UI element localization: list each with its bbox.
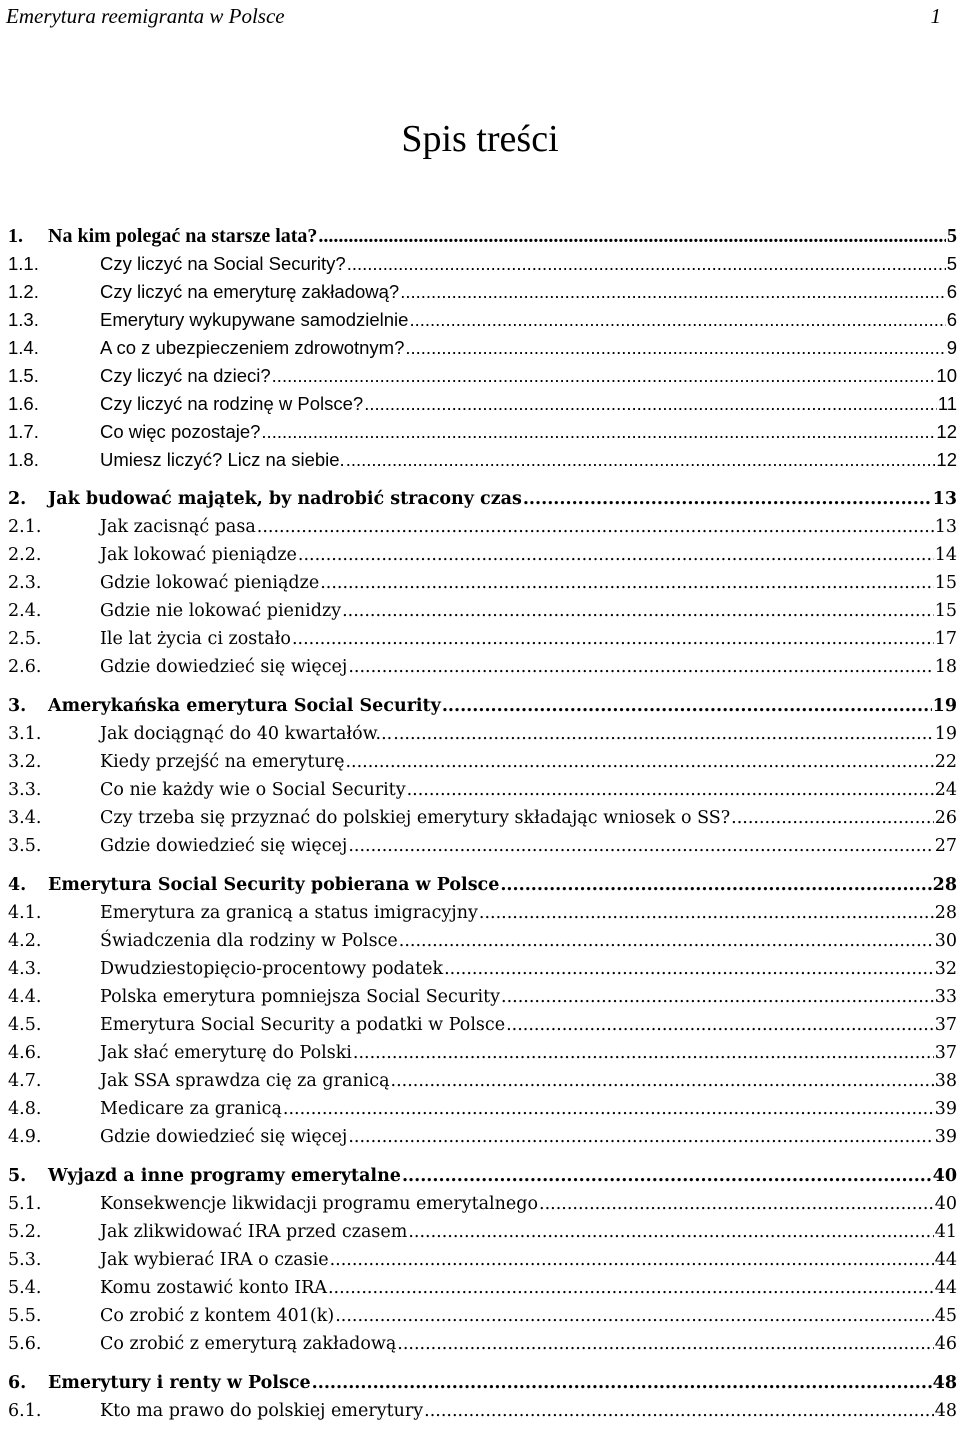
dot-leader (408, 1218, 933, 1246)
entry-number: 3.4. (8, 808, 42, 828)
entry-body (100, 1218, 957, 1246)
entry-label: Jak zacisnąć pasa (100, 517, 256, 537)
dot-leader (523, 485, 932, 513)
entry-page: 18 (934, 657, 957, 677)
toc-section (0, 222, 960, 474)
entry-page: 32 (934, 959, 957, 979)
toc-subsection[interactable] (0, 1095, 960, 1123)
toc-subsection[interactable] (0, 334, 960, 362)
entry-page: 39 (934, 1127, 957, 1147)
entry-body (100, 362, 957, 390)
entry-label: Emerytura Social Security pobierana w Polsce (48, 875, 500, 895)
entry-page: 6 (946, 281, 957, 302)
toc-section (0, 485, 960, 681)
entry-body (100, 569, 957, 597)
entry-number: 4.2. (8, 931, 42, 951)
entry-page: 40 (934, 1194, 957, 1214)
dot-leader (391, 1067, 934, 1095)
entry-body (100, 1302, 957, 1330)
entry-body (100, 1011, 957, 1039)
entry-number: 6.1. (8, 1401, 42, 1421)
toc-subsection[interactable] (0, 390, 960, 418)
dot-leader (283, 1095, 934, 1123)
entry-number: 2.5. (8, 629, 42, 649)
entry-page: 39 (934, 1099, 957, 1119)
toc-chapter[interactable] (0, 222, 960, 250)
entry-body (100, 804, 957, 832)
toc-chapter[interactable] (0, 485, 960, 513)
dot-leader (257, 513, 934, 541)
entry-label: Kiedy przejść na emeryturę (100, 752, 345, 772)
dot-leader (320, 569, 934, 597)
toc-subsection[interactable] (0, 1218, 960, 1246)
dot-leader (342, 597, 934, 625)
toc-subsection[interactable] (0, 720, 960, 748)
toc-subsection[interactable] (0, 513, 960, 541)
dot-leader (407, 776, 934, 804)
entry-label: Jak zlikwidować IRA przed czasem (100, 1222, 408, 1242)
entry-number: 1. (8, 225, 23, 247)
dot-leader (399, 927, 934, 955)
entry-body (100, 334, 957, 362)
entry-body (100, 625, 957, 653)
entry-label: Dwudziestopięcio-procentowy podatek (100, 959, 444, 979)
toc-subsection[interactable] (0, 955, 960, 983)
entry-page: 37 (934, 1015, 957, 1035)
table-of-contents (0, 222, 960, 1436)
dot-leader (479, 899, 934, 927)
entry-label: Co więc pozostaje? (100, 421, 261, 442)
entry-body (100, 653, 957, 681)
entry-number: 1.1. (8, 253, 39, 274)
entry-number: 4.5. (8, 1015, 42, 1035)
entry-number: 1.3. (8, 309, 39, 330)
entry-body (100, 748, 957, 776)
toc-subsection[interactable] (0, 541, 960, 569)
dot-leader (539, 1190, 934, 1218)
entry-body (100, 1095, 957, 1123)
entry-label: Co zrobić z emeryturą zakładową (100, 1334, 397, 1354)
entry-label: Kto ma prawo do polskiej emerytury (100, 1401, 424, 1421)
toc-subsection[interactable] (0, 597, 960, 625)
entry-body (100, 513, 957, 541)
entry-page: 46 (934, 1334, 957, 1354)
entry-page: 45 (934, 1306, 957, 1326)
entry-label: A co z ubezpieczeniem zdrowotnym? (100, 337, 405, 358)
dot-leader (731, 804, 934, 832)
entry-label: Co nie każdy wie o Social Security (100, 780, 406, 800)
entry-label: Jak SSA sprawdza cię za granicą (100, 1071, 390, 1091)
entry-number: 3. (8, 696, 27, 716)
entry-page: 44 (934, 1250, 957, 1270)
entry-number: 3.1. (8, 724, 42, 744)
entry-label: Polska emerytura pomniejsza Social Security (100, 987, 500, 1007)
entry-page: 19 (932, 696, 957, 716)
toc-chapter[interactable] (0, 692, 960, 720)
entry-page: 44 (934, 1278, 957, 1298)
dot-leader (330, 1246, 934, 1274)
entry-number: 2.6. (8, 657, 42, 677)
dot-leader (405, 334, 945, 362)
toc-subsection[interactable] (0, 1123, 960, 1151)
entry-number: 3.3. (8, 780, 42, 800)
entry-number: 2.3. (8, 573, 42, 593)
entry-label: Czy liczyć na dzieci? (100, 365, 271, 386)
entry-page: 28 (932, 875, 957, 895)
entry-body (100, 1274, 957, 1302)
entry-number: 1.8. (8, 449, 39, 470)
entry-page: 40 (932, 1166, 957, 1186)
entry-label: Medicare za granicą (100, 1099, 282, 1119)
entry-body (100, 1246, 957, 1274)
entry-label: Jak dociągnąć do 40 kwartałów... (100, 724, 393, 744)
dot-leader (442, 692, 932, 720)
toc-subsection[interactable] (0, 927, 960, 955)
entry-number: 1.7. (8, 421, 39, 442)
entry-body (100, 306, 957, 334)
dot-leader (261, 418, 935, 446)
entry-body (100, 597, 957, 625)
toc-subsection[interactable] (0, 306, 960, 334)
toc-subsection[interactable] (0, 625, 960, 653)
dot-leader (444, 955, 934, 983)
toc-subsection[interactable] (0, 1067, 960, 1095)
document-title: Emerytura reemigranta w Polsce (6, 3, 285, 28)
dot-leader (345, 748, 933, 776)
entry-number: 5.3. (8, 1250, 42, 1270)
entry-page: 30 (934, 931, 957, 951)
entry-body (100, 776, 957, 804)
entry-body (48, 692, 957, 720)
entry-number: 5. (8, 1166, 27, 1186)
entry-page: 19 (934, 724, 957, 744)
toc-subsection[interactable] (0, 1274, 960, 1302)
entry-page: 38 (934, 1071, 957, 1091)
dot-leader (312, 1369, 932, 1397)
entry-number: 4.8. (8, 1099, 42, 1119)
entry-page: 17 (934, 629, 957, 649)
toc-chapter[interactable] (0, 1162, 960, 1190)
entry-body (100, 446, 957, 474)
entry-label: Jak budować majątek, by nadrobić stracony czas (48, 489, 522, 509)
dot-leader (500, 871, 931, 899)
entry-label: Gdzie dowiedzieć się więcej (100, 836, 348, 856)
dot-leader (318, 222, 946, 250)
toc-subsection[interactable] (0, 1330, 960, 1358)
dot-leader (347, 250, 946, 278)
dot-leader (348, 1123, 933, 1151)
entry-number: 3.5. (8, 836, 42, 856)
entry-body (100, 390, 957, 418)
entry-body (48, 222, 957, 250)
entry-body (100, 983, 957, 1011)
entry-label: Czy liczyć na Social Security? (100, 253, 346, 274)
entry-page: 26 (934, 808, 957, 828)
toc-subsection[interactable] (0, 983, 960, 1011)
toc-subsection[interactable] (0, 653, 960, 681)
entry-number: 5.2. (8, 1222, 42, 1242)
toc-subsection[interactable] (0, 446, 960, 474)
entry-number: 2. (8, 489, 27, 509)
toc-section (0, 1162, 960, 1358)
running-header (6, 2, 941, 30)
entry-label: Emerytury i renty w Polsce (48, 1373, 311, 1393)
entry-number: 5.4. (8, 1278, 42, 1298)
entry-page: 15 (934, 573, 957, 593)
dot-leader (506, 1011, 934, 1039)
entry-label: Emerytura Social Security a podatki w Polsce (100, 1015, 506, 1035)
toc-subsection[interactable] (0, 278, 960, 306)
entry-label: Gdzie nie lokować pienidzy (100, 601, 342, 621)
entry-body (48, 1162, 957, 1190)
entry-label: Na kim polegać na starsze lata? (48, 225, 318, 247)
dot-leader (272, 362, 936, 390)
toc-subsection[interactable] (0, 899, 960, 927)
entry-label: Emerytury wykupywane samodzielnie (100, 309, 409, 330)
entry-page: 5 (946, 253, 957, 274)
entry-body (100, 250, 957, 278)
dot-leader (298, 541, 934, 569)
dot-leader (328, 1274, 934, 1302)
entry-body (100, 541, 957, 569)
toc-chapter[interactable] (0, 871, 960, 899)
entry-page: 12 (936, 421, 957, 442)
dot-leader (348, 832, 933, 860)
dot-leader (409, 306, 945, 334)
toc-chapter[interactable] (0, 1369, 960, 1397)
entry-number: 4.7. (8, 1071, 42, 1091)
entry-page: 41 (934, 1222, 957, 1242)
entry-body (100, 955, 957, 983)
toc-subsection[interactable] (0, 748, 960, 776)
toc-subsection[interactable] (0, 1039, 960, 1067)
toc-subsection[interactable] (0, 1011, 960, 1039)
dot-leader (335, 1302, 934, 1330)
entry-page: 6 (946, 309, 957, 330)
entry-number: 4.4. (8, 987, 42, 1007)
entry-body (100, 1397, 957, 1425)
entry-body (100, 1123, 957, 1151)
dot-leader (348, 653, 933, 681)
entry-body (100, 927, 957, 955)
dot-leader (424, 1397, 934, 1425)
entry-label: Czy liczyć na rodzinę w Polsce? (100, 393, 364, 414)
entry-label: Gdzie dowiedzieć się więcej (100, 657, 348, 677)
entry-body (48, 1369, 957, 1397)
entry-number: 5.5. (8, 1306, 42, 1326)
toc-subsection[interactable] (0, 418, 960, 446)
entry-label: Emerytura za granicą a status imigracyjny (100, 903, 478, 923)
entry-number: 6. (8, 1373, 27, 1393)
entry-number: 4.3. (8, 959, 42, 979)
toc-subsection[interactable] (0, 1397, 960, 1425)
dot-leader (393, 720, 933, 748)
entry-page: 12 (936, 449, 957, 470)
entry-label: Wyjazd a inne programy emerytalne (48, 1166, 401, 1186)
toc-subsection[interactable] (0, 832, 960, 860)
entry-label: Świadczenia dla rodziny w Polsce (100, 931, 398, 951)
toc-subsection[interactable] (0, 250, 960, 278)
entry-number: 1.5. (8, 365, 39, 386)
entry-page: 14 (934, 545, 957, 565)
entry-body (100, 720, 957, 748)
entry-page: 28 (934, 903, 957, 923)
toc-section (0, 1369, 960, 1425)
entry-page: 48 (932, 1373, 957, 1393)
entry-label: Gdzie lokować pieniądze (100, 573, 320, 593)
entry-number: 1.2. (8, 281, 39, 302)
entry-page: 10 (936, 365, 957, 386)
entry-number: 5.6. (8, 1334, 42, 1354)
entry-page: 13 (932, 489, 957, 509)
entry-label: Ile lat życia ci zostało (100, 629, 291, 649)
entry-body (100, 1330, 957, 1358)
toc-subsection[interactable] (0, 569, 960, 597)
dot-leader (353, 1039, 934, 1067)
entry-number: 4.9. (8, 1127, 42, 1147)
entry-number: 4. (8, 875, 27, 895)
dot-leader (292, 625, 934, 653)
toc-subsection[interactable] (0, 1246, 960, 1274)
entry-label: Gdzie dowiedzieć się więcej (100, 1127, 348, 1147)
entry-number: 4.6. (8, 1043, 42, 1063)
page-number: 1 (930, 3, 941, 28)
entry-page: 33 (934, 987, 957, 1007)
toc-subsection[interactable] (0, 1302, 960, 1330)
entry-body (48, 871, 957, 899)
entry-page: 22 (934, 752, 957, 772)
entry-body (100, 1039, 957, 1067)
entry-body (100, 832, 957, 860)
entry-page: 5 (947, 225, 957, 247)
entry-body (100, 418, 957, 446)
entry-label: Konsekwencje likwidacji programu emerytalnego (100, 1194, 539, 1214)
entry-number: 4.1. (8, 903, 42, 923)
entry-number: 2.2. (8, 545, 42, 565)
toc-subsection[interactable] (0, 362, 960, 390)
entry-number: 2.4. (8, 601, 42, 621)
entry-label: Amerykańska emerytura Social Security (48, 696, 441, 716)
entry-label: Komu zostawić konto IRA (100, 1278, 327, 1298)
entry-body (100, 1067, 957, 1095)
dot-leader (346, 446, 936, 474)
dot-leader (402, 1162, 932, 1190)
toc-section (0, 871, 960, 1151)
entry-page: 13 (934, 517, 957, 537)
entry-page: 11 (937, 393, 957, 414)
toc-subsection[interactable] (0, 804, 960, 832)
entry-number: 1.6. (8, 393, 39, 414)
toc-subsection[interactable] (0, 776, 960, 804)
entry-number: 3.2. (8, 752, 42, 772)
dot-leader (501, 983, 934, 1011)
toc-subsection[interactable] (0, 1190, 960, 1218)
entry-label: Czy liczyć na emeryturę zakładową? (100, 281, 400, 302)
entry-page: 27 (934, 836, 957, 856)
entry-label: Czy trzeba się przyznać do polskiej emerytury składając wniosek o SS? (100, 808, 731, 828)
entry-body (100, 899, 957, 927)
entry-body (48, 485, 957, 513)
toc-title: Spis treści (401, 118, 559, 160)
entry-page: 24 (934, 780, 957, 800)
entry-label: Umiesz liczyć? Licz na siebie. (100, 449, 345, 470)
entry-page: 37 (934, 1043, 957, 1063)
entry-number: 1.4. (8, 337, 39, 358)
entry-label: Co zrobić z kontem 401(k) (100, 1306, 335, 1326)
entry-number: 2.1. (8, 517, 42, 537)
entry-body (100, 1190, 957, 1218)
entry-page: 48 (934, 1401, 957, 1421)
entry-page: 15 (934, 601, 957, 621)
dot-leader (400, 278, 946, 306)
entry-label: Jak słać emeryturę do Polski (100, 1043, 352, 1063)
dot-leader (397, 1330, 933, 1358)
entry-body (100, 278, 957, 306)
entry-page: 9 (946, 337, 957, 358)
entry-number: 5.1. (8, 1194, 42, 1214)
entry-label: Jak wybierać IRA o czasie (100, 1250, 329, 1270)
toc-section (0, 692, 960, 860)
entry-label: Jak lokować pieniądze (100, 545, 297, 565)
dot-leader (364, 390, 937, 418)
